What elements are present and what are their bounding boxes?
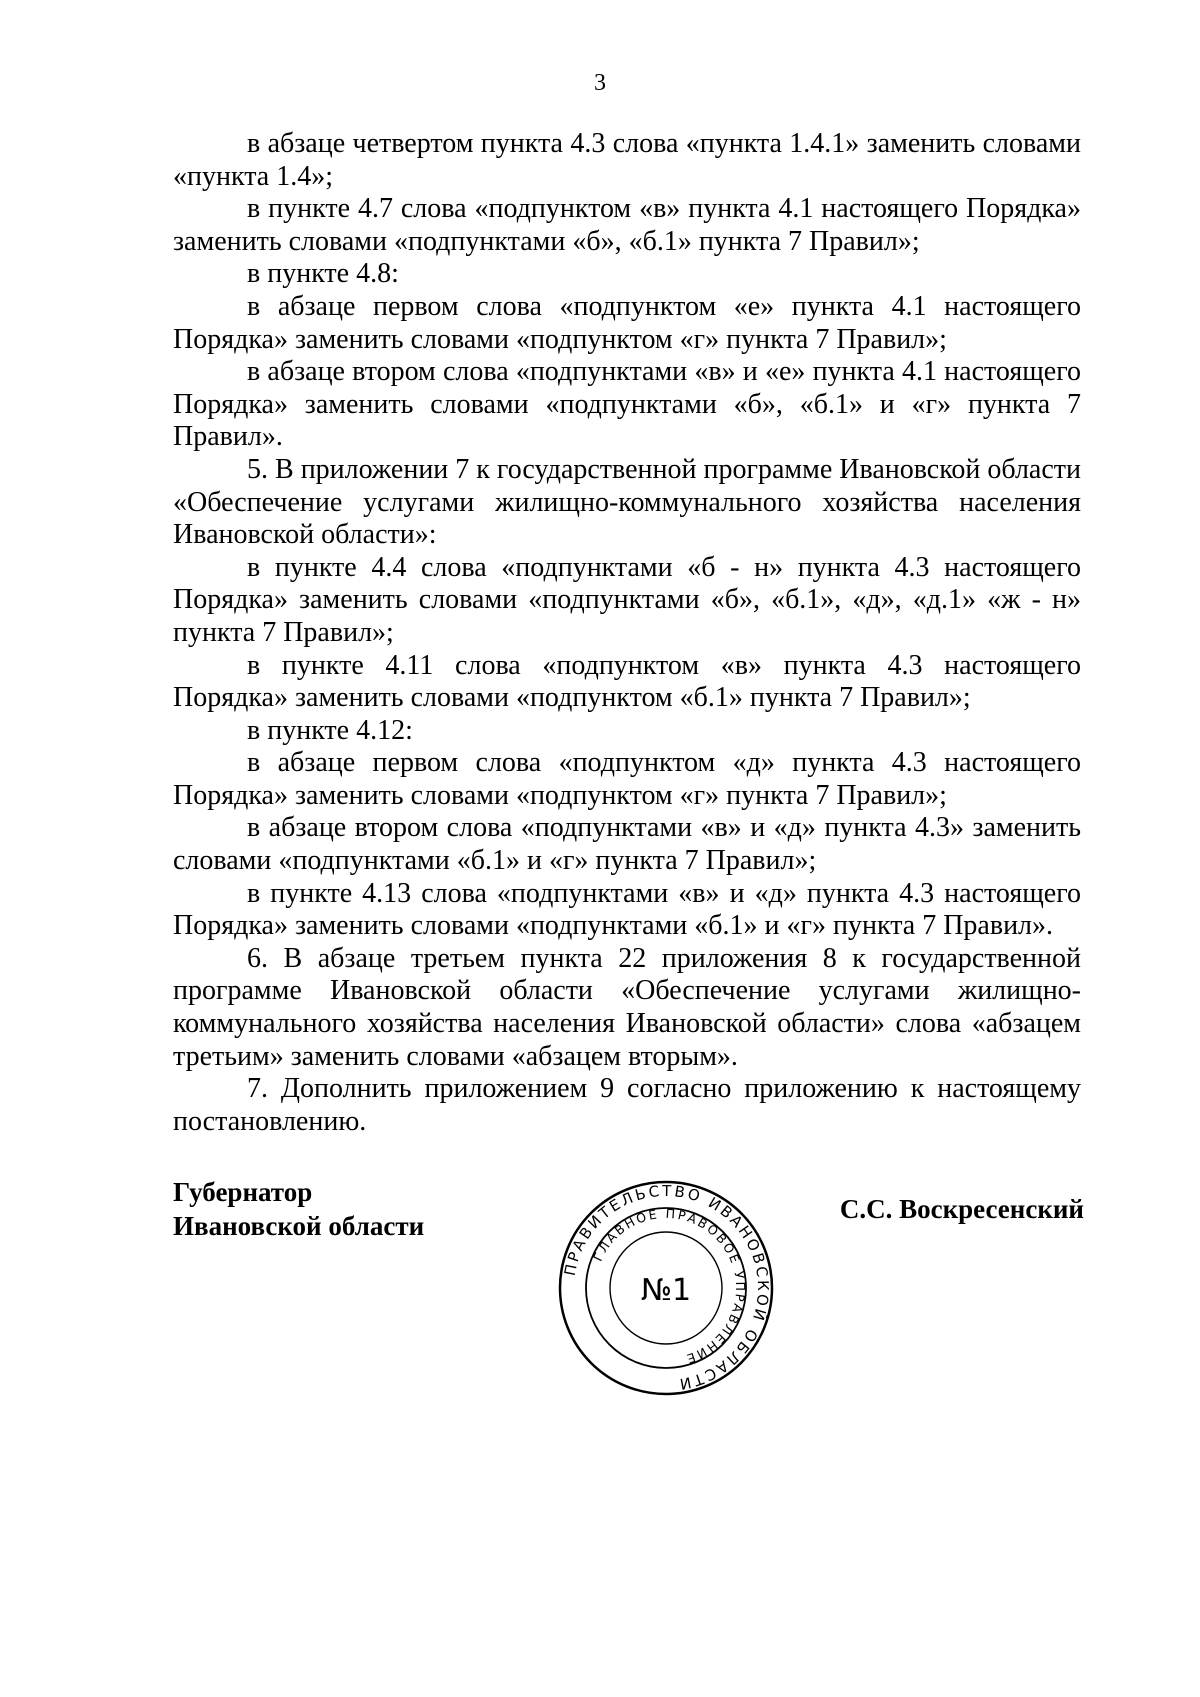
paragraph: 7. Дополнить приложением 9 согласно приложению к настоящему постановлению. (173, 1073, 1081, 1137)
paragraph: в пункте 4.4 слова «подпунктами «б - н» пункта 4.3 настоящего Порядка» заменить словами «подпунктами «б», «б.1», «д», «д.1» «ж - н» пункта 7 Правил»; (173, 551, 1081, 648)
paragraph: в пункте 4.11 слова «подпунктом «в» пункта 4.3 настоящего Порядка» заменить словами «подпунктом «б.1» пункта 7 Правил»; (173, 649, 1081, 714)
signatory-region: Ивановской области (173, 1211, 425, 1241)
paragraph: в абзаце втором слова «подпунктами «в» и «д» пункта 4.3» заменить словами «подпунктами «б.1» и «г» пункта 7 Правил»; (173, 812, 1081, 877)
paragraph: 6. В абзаце третьем пункта 22 приложения 8 к государственной программе Ивановской области «Обеспечение услугами жилищно-коммунального хозяйства населения Ивановской области» слова «абзацем третьим» заменить словами «абзацем вторым». (173, 942, 1081, 1072)
signatory-position (173, 1175, 424, 1243)
official-seal (556, 1178, 776, 1398)
seal-center-text: №1 (640, 1273, 692, 1308)
paragraph: в абзаце первом слова «подпунктом «е» пункта 4.1 настоящего Порядка» заменить словами «подпунктом «г» пункта 7 Правил»; (173, 290, 1081, 355)
seal-outer-text: ПРАВИТЕЛЬСТВО ИВАНОВСКОЙ ОБЛАСТИ (560, 1181, 773, 1394)
paragraph: в пункте 4.8: (247, 258, 399, 290)
paragraph: в абзаце четвертом пункта 4.3 слова «пункта 1.4.1» заменить словами «пункта 1.4»; (173, 128, 1081, 192)
signatory-name: С.С. Воскресенский (839, 1194, 1084, 1224)
document-body (173, 128, 1081, 1138)
paragraph: в абзаце первом слова «подпунктом «д» пункта 4.3 настоящего Порядка» заменить словами «подпунктом «г» пункта 7 Правил»; (173, 747, 1081, 811)
page-number: 3 (594, 70, 606, 96)
paragraph: в пункте 4.12: (247, 714, 413, 746)
paragraph: в абзаце втором слова «подпунктами «в» и «е» пункта 4.1 настоящего Порядка» заменить словами «подпунктами «б», «б.1» и «г» пункта 7 Правил». (173, 356, 1081, 453)
signatory-title: Губернатор (173, 1177, 313, 1207)
seal-inner-text: ГЛАВНОЕ ПРАВОВОЕ УПРАВЛЕНИЕ (589, 1205, 749, 1368)
paragraph: 5. В приложении 7 к государственной программе Ивановской области «Обеспечение услугами жилищно-коммунального хозяйства населения Ивановской области»: (173, 453, 1081, 551)
paragraph: в пункте 4.7 слова «подпунктом «в» пункта 4.1 настоящего Порядка» заменить словами «подпунктами «б», «б.1» пункта 7 Правил»; (173, 193, 1081, 257)
paragraph: в пункте 4.13 слова «подпунктами «в» и «д» пункта 4.3 настоящего Порядка» заменить словами «подпунктами «б.1» и «г» пункта 7 Правил». (173, 877, 1081, 942)
